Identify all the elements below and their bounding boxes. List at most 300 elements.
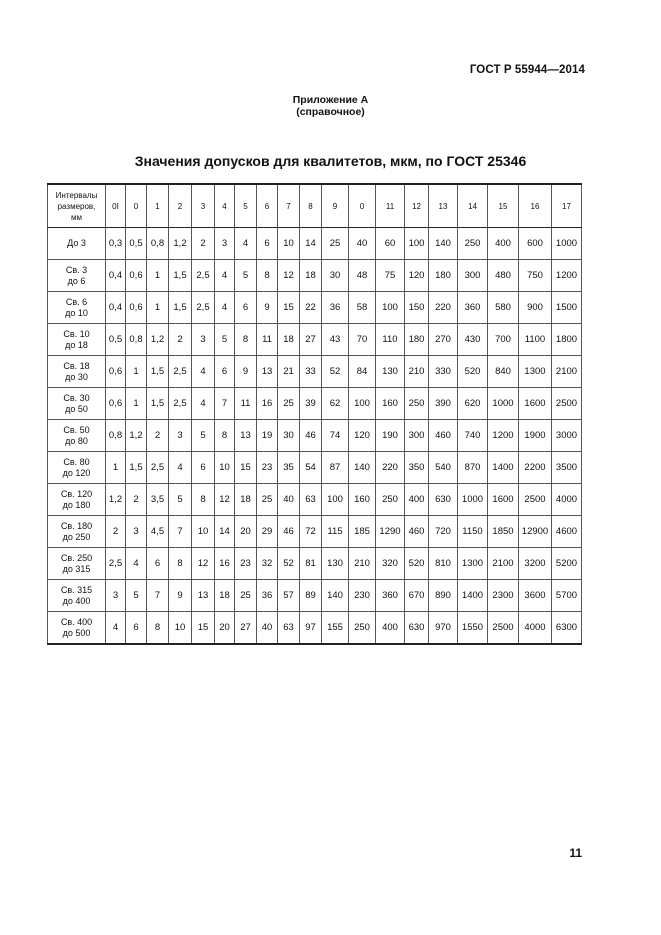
grade-column-header: 14: [458, 184, 488, 228]
tolerance-value-cell: 0,3: [106, 228, 126, 260]
tolerance-value-cell: 3: [106, 580, 126, 612]
tolerance-value-cell: 16: [215, 548, 235, 580]
tolerance-value-cell: 0,6: [126, 292, 147, 324]
interval-header-line: мм: [71, 212, 82, 222]
tolerance-value-cell: 8: [215, 420, 235, 452]
tolerance-value-cell: 840: [488, 356, 519, 388]
tolerance-value-cell: 460: [429, 420, 458, 452]
tolerance-value-cell: 250: [376, 484, 405, 516]
tolerance-value-cell: 63: [300, 484, 322, 516]
tolerance-value-cell: 180: [405, 324, 429, 356]
tolerance-value-cell: 39: [300, 388, 322, 420]
tolerance-value-cell: 22: [300, 292, 322, 324]
tolerance-value-cell: 1290: [376, 516, 405, 548]
tolerance-value-cell: 3: [169, 420, 192, 452]
size-interval-line: до 250: [62, 531, 91, 542]
tolerance-value-cell: 480: [488, 260, 519, 292]
size-interval-cell: [48, 580, 106, 612]
tolerance-value-cell: 81: [300, 548, 322, 580]
size-interval-line: до 6: [67, 275, 86, 286]
tolerance-value-cell: 0,4: [106, 260, 126, 292]
tolerance-value-cell: 400: [376, 612, 405, 645]
tolerance-value-cell: 460: [405, 516, 429, 548]
tolerance-value-cell: 60: [376, 228, 405, 260]
tolerance-value-cell: 7: [169, 516, 192, 548]
tolerance-value-cell: 1,2: [147, 324, 169, 356]
tolerance-value-cell: 5200: [552, 548, 582, 580]
tolerance-value-cell: 46: [278, 516, 300, 548]
table-title: Значения допусков для квалитетов, мкм, по ГОСТ 25346: [134, 153, 527, 169]
tolerance-value-cell: 5: [215, 324, 235, 356]
tolerance-value-cell: 14: [300, 228, 322, 260]
grade-column-header: 5: [235, 184, 257, 228]
tolerance-value-cell: 190: [376, 420, 405, 452]
size-interval-line: до 180: [62, 499, 91, 510]
tolerance-value-cell: 7: [147, 580, 169, 612]
tolerance-value-cell: 40: [257, 612, 278, 645]
tolerance-table: [47, 183, 582, 645]
tolerance-value-cell: 52: [322, 356, 349, 388]
grade-column-header: 13: [429, 184, 458, 228]
tolerance-value-cell: 2: [192, 228, 215, 260]
tolerance-value-cell: 140: [349, 452, 376, 484]
size-interval-line: Св. 18: [63, 360, 90, 371]
tolerance-value-cell: 6: [235, 292, 257, 324]
tolerance-value-cell: 0,8: [126, 324, 147, 356]
size-interval-cell: [48, 516, 106, 548]
tolerance-value-cell: 2500: [488, 612, 519, 645]
tolerance-value-cell: 520: [458, 356, 488, 388]
tolerance-value-cell: 1150: [458, 516, 488, 548]
tolerance-value-cell: 5700: [552, 580, 582, 612]
tolerance-value-cell: 1: [126, 388, 147, 420]
tolerance-value-cell: 74: [322, 420, 349, 452]
tolerance-value-cell: 100: [405, 228, 429, 260]
tolerance-value-cell: 4,5: [147, 516, 169, 548]
size-interval-line: Св. 250: [60, 552, 93, 563]
tolerance-value-cell: 320: [376, 548, 405, 580]
tolerance-value-cell: 3200: [519, 548, 552, 580]
tolerance-value-cell: 40: [278, 484, 300, 516]
tolerance-value-cell: 810: [429, 548, 458, 580]
tolerance-value-cell: 36: [322, 292, 349, 324]
tolerance-value-cell: 2500: [519, 484, 552, 516]
grade-column-header: 16: [519, 184, 552, 228]
tolerance-value-cell: 10: [169, 612, 192, 645]
tolerance-value-cell: 3000: [552, 420, 582, 452]
tolerance-value-cell: 1200: [488, 420, 519, 452]
tolerance-value-cell: 360: [458, 292, 488, 324]
tolerance-value-cell: 210: [349, 548, 376, 580]
tolerance-value-cell: 130: [322, 548, 349, 580]
tolerance-value-cell: 250: [349, 612, 376, 645]
tolerance-value-cell: 1,2: [126, 420, 147, 452]
size-interval-line: до 400: [62, 595, 91, 606]
tolerance-value-cell: 62: [322, 388, 349, 420]
tolerance-value-cell: 48: [349, 260, 376, 292]
tolerance-value-cell: 1: [147, 260, 169, 292]
tolerance-value-cell: 0,5: [106, 324, 126, 356]
tolerance-value-cell: 16: [257, 388, 278, 420]
tolerance-value-cell: 3: [215, 228, 235, 260]
tolerance-value-cell: 2: [106, 516, 126, 548]
tolerance-value-cell: 230: [349, 580, 376, 612]
tolerance-value-cell: 1550: [458, 612, 488, 645]
tolerance-value-cell: 2100: [488, 548, 519, 580]
tolerance-value-cell: 1400: [488, 452, 519, 484]
tolerance-value-cell: 5: [192, 420, 215, 452]
tolerance-value-cell: 130: [376, 356, 405, 388]
appendix-type: (справочное): [296, 106, 365, 118]
tolerance-value-cell: 10: [215, 452, 235, 484]
size-interval-cell: [48, 260, 106, 292]
tolerance-value-cell: 52: [278, 548, 300, 580]
grade-column-header: 11: [376, 184, 405, 228]
tolerance-value-cell: 1500: [552, 292, 582, 324]
grade-column-header: 12: [405, 184, 429, 228]
interval-header-line: размеров,: [57, 201, 96, 211]
tolerance-value-cell: 0,6: [106, 388, 126, 420]
grade-column-header: 8: [300, 184, 322, 228]
tolerance-value-cell: 6: [147, 548, 169, 580]
grade-column-header: 0: [126, 184, 147, 228]
tolerance-value-cell: 360: [376, 580, 405, 612]
size-interval-cell: [48, 548, 106, 580]
size-interval-cell: [48, 356, 106, 388]
tolerance-value-cell: 1000: [552, 228, 582, 260]
size-interval-line: Св. 3: [65, 264, 88, 275]
tolerance-value-cell: 1300: [458, 548, 488, 580]
size-interval-cell: [48, 228, 106, 260]
tolerance-value-cell: 4: [126, 548, 147, 580]
tolerance-value-cell: 1000: [488, 388, 519, 420]
tolerance-value-cell: 33: [300, 356, 322, 388]
tolerance-value-cell: 300: [458, 260, 488, 292]
tolerance-value-cell: 1,5: [169, 292, 192, 324]
tolerance-value-cell: 250: [458, 228, 488, 260]
tolerance-value-cell: 540: [429, 452, 458, 484]
grade-column-header: 0I: [106, 184, 126, 228]
tolerance-value-cell: 72: [300, 516, 322, 548]
tolerance-value-cell: 32: [257, 548, 278, 580]
tolerance-value-cell: 20: [215, 612, 235, 645]
size-interval-line: Св. 50: [63, 424, 90, 435]
tolerance-value-cell: 18: [278, 324, 300, 356]
size-interval-line: до 315: [62, 563, 91, 574]
size-interval-cell: [48, 420, 106, 452]
tolerance-value-cell: 1,5: [147, 356, 169, 388]
tolerance-value-cell: 75: [376, 260, 405, 292]
tolerance-value-cell: 40: [349, 228, 376, 260]
tolerance-value-cell: 2: [147, 420, 169, 452]
tolerance-value-cell: 140: [322, 580, 349, 612]
tolerance-value-cell: 4: [215, 260, 235, 292]
size-interval-line: Св. 315: [60, 584, 93, 595]
tolerance-value-cell: 0,8: [106, 420, 126, 452]
tolerance-value-cell: 700: [488, 324, 519, 356]
tolerance-value-cell: 740: [458, 420, 488, 452]
tolerance-value-cell: 0,5: [126, 228, 147, 260]
grade-column-header: 1: [147, 184, 169, 228]
tolerance-value-cell: 0,6: [106, 356, 126, 388]
tolerance-value-cell: 120: [405, 260, 429, 292]
tolerance-value-cell: 10: [278, 228, 300, 260]
tolerance-value-cell: 250: [405, 388, 429, 420]
tolerance-value-cell: 110: [376, 324, 405, 356]
size-interval-cell: [48, 484, 106, 516]
tolerance-value-cell: 9: [257, 292, 278, 324]
tolerance-value-cell: 25: [278, 388, 300, 420]
tolerance-value-cell: 180: [429, 260, 458, 292]
table-row: [48, 228, 582, 260]
tolerance-value-cell: 330: [429, 356, 458, 388]
tolerance-value-cell: 97: [300, 612, 322, 645]
tolerance-value-cell: 1,2: [106, 484, 126, 516]
appendix-label: Приложение А: [292, 94, 369, 106]
tolerance-value-cell: 3: [126, 516, 147, 548]
tolerance-value-cell: 43: [322, 324, 349, 356]
tolerance-value-cell: 8: [169, 548, 192, 580]
tolerance-value-cell: 4000: [519, 612, 552, 645]
tolerance-value-cell: 120: [349, 420, 376, 452]
tolerance-value-cell: 13: [235, 420, 257, 452]
tolerance-value-cell: 6300: [552, 612, 582, 645]
tolerance-value-cell: 13: [192, 580, 215, 612]
tolerance-value-cell: 8: [147, 612, 169, 645]
tolerance-value-cell: 2,5: [106, 548, 126, 580]
tolerance-value-cell: 25: [235, 580, 257, 612]
tolerance-value-cell: 1850: [488, 516, 519, 548]
tolerance-value-cell: 2,5: [169, 356, 192, 388]
tolerance-value-cell: 18: [300, 260, 322, 292]
tolerance-value-cell: 140: [429, 228, 458, 260]
tolerance-value-cell: 30: [322, 260, 349, 292]
tolerance-value-cell: 4: [192, 356, 215, 388]
tolerance-value-cell: 1,2: [169, 228, 192, 260]
tolerance-value-cell: 2,5: [147, 452, 169, 484]
tolerance-value-cell: 1200: [552, 260, 582, 292]
tolerance-value-cell: 8: [235, 324, 257, 356]
tolerance-value-cell: 3600: [519, 580, 552, 612]
tolerance-value-cell: 15: [278, 292, 300, 324]
tolerance-value-cell: 2300: [488, 580, 519, 612]
tolerance-value-cell: 1900: [519, 420, 552, 452]
size-interval-line: Св. 400: [60, 616, 93, 627]
tolerance-value-cell: 2,5: [192, 260, 215, 292]
tolerance-value-cell: 63: [278, 612, 300, 645]
tolerance-value-cell: 9: [235, 356, 257, 388]
size-interval-line: Св. 180: [60, 520, 93, 531]
tolerance-value-cell: 23: [257, 452, 278, 484]
tolerance-value-cell: 6: [126, 612, 147, 645]
tolerance-value-cell: 21: [278, 356, 300, 388]
table-row: [48, 516, 582, 548]
tolerance-value-cell: 4: [169, 452, 192, 484]
tolerance-value-cell: 84: [349, 356, 376, 388]
tolerance-value-cell: 870: [458, 452, 488, 484]
tolerance-value-cell: 54: [300, 452, 322, 484]
tolerance-value-cell: 160: [349, 484, 376, 516]
tolerance-value-cell: 3: [192, 324, 215, 356]
tolerance-value-cell: 150: [405, 292, 429, 324]
tolerance-value-cell: 580: [488, 292, 519, 324]
tolerance-value-cell: 1600: [488, 484, 519, 516]
tolerance-value-cell: 30: [278, 420, 300, 452]
tolerance-value-cell: 160: [376, 388, 405, 420]
tolerance-value-cell: 13: [257, 356, 278, 388]
tolerance-value-cell: 210: [405, 356, 429, 388]
grade-column-header: 7: [278, 184, 300, 228]
grade-column-header: 2: [169, 184, 192, 228]
size-interval-line: Св. 6: [65, 296, 88, 307]
tolerance-value-cell: 3500: [552, 452, 582, 484]
tolerance-value-cell: 630: [405, 612, 429, 645]
tolerance-value-cell: 35: [278, 452, 300, 484]
size-interval-cell: [48, 388, 106, 420]
tolerance-value-cell: 1100: [519, 324, 552, 356]
tolerance-value-cell: 1000: [458, 484, 488, 516]
tolerance-value-cell: 520: [405, 548, 429, 580]
tolerance-value-cell: 155: [322, 612, 349, 645]
table-row: [48, 324, 582, 356]
tolerance-value-cell: 750: [519, 260, 552, 292]
tolerance-value-cell: 11: [235, 388, 257, 420]
size-interval-line: Св. 80: [63, 456, 90, 467]
grade-column-header: 17: [552, 184, 582, 228]
tolerance-value-cell: 1600: [519, 388, 552, 420]
tolerance-value-cell: 100: [322, 484, 349, 516]
tolerance-value-cell: 270: [429, 324, 458, 356]
tolerance-value-cell: 5: [126, 580, 147, 612]
tolerance-value-cell: 430: [458, 324, 488, 356]
grade-column-header: 15: [488, 184, 519, 228]
table-row: [48, 388, 582, 420]
tolerance-value-cell: 4000: [552, 484, 582, 516]
tolerance-value-cell: 6: [215, 356, 235, 388]
table-row: [48, 452, 582, 484]
size-interval-line: до 30: [65, 371, 88, 382]
tolerance-value-cell: 4600: [552, 516, 582, 548]
tolerance-value-cell: 36: [257, 580, 278, 612]
tolerance-value-cell: 400: [488, 228, 519, 260]
tolerance-value-cell: 670: [405, 580, 429, 612]
tolerance-value-cell: 2,5: [192, 292, 215, 324]
tolerance-value-cell: 87: [322, 452, 349, 484]
tolerance-value-cell: 8: [192, 484, 215, 516]
tolerance-value-cell: 2100: [552, 356, 582, 388]
tolerance-value-cell: 900: [519, 292, 552, 324]
tolerance-value-cell: 12: [215, 484, 235, 516]
size-interval-line: До 3: [67, 238, 86, 248]
size-interval-line: Св. 120: [60, 488, 93, 499]
table-row: [48, 580, 582, 612]
tolerance-value-cell: 20: [235, 516, 257, 548]
tolerance-value-cell: 14: [215, 516, 235, 548]
tolerance-value-cell: 4: [106, 612, 126, 645]
tolerance-value-cell: 400: [405, 484, 429, 516]
tolerance-value-cell: 0,8: [147, 228, 169, 260]
tolerance-value-cell: 1: [147, 292, 169, 324]
table-row: [48, 356, 582, 388]
table-row: [48, 484, 582, 516]
tolerance-value-cell: 350: [405, 452, 429, 484]
tolerance-value-cell: 8: [257, 260, 278, 292]
tolerance-value-cell: 1: [106, 452, 126, 484]
tolerance-value-cell: 115: [322, 516, 349, 548]
tolerance-value-cell: 11: [257, 324, 278, 356]
document-code: ГОСТ Р 55944—2014: [469, 64, 585, 76]
size-interval-line: до 50: [65, 403, 88, 414]
tolerance-value-cell: 1: [126, 356, 147, 388]
tolerance-value-cell: 27: [300, 324, 322, 356]
tolerance-value-cell: 2500: [552, 388, 582, 420]
size-interval-line: до 80: [65, 435, 88, 446]
grade-column-header: 3: [192, 184, 215, 228]
table-row: [48, 292, 582, 324]
tolerance-value-cell: 57: [278, 580, 300, 612]
tolerance-value-cell: 220: [376, 452, 405, 484]
tolerance-value-cell: 0,6: [126, 260, 147, 292]
tolerance-value-cell: 4: [192, 388, 215, 420]
tolerance-value-cell: 58: [349, 292, 376, 324]
size-interval-line: до 120: [62, 467, 91, 478]
size-interval-cell: [48, 452, 106, 484]
tolerance-value-cell: 12: [192, 548, 215, 580]
grade-column-header: 4: [215, 184, 235, 228]
table-row: [48, 420, 582, 452]
tolerance-value-cell: 89: [300, 580, 322, 612]
tolerance-value-cell: 46: [300, 420, 322, 452]
tolerance-value-cell: 1800: [552, 324, 582, 356]
tolerance-value-cell: 600: [519, 228, 552, 260]
tolerance-value-cell: 185: [349, 516, 376, 548]
tolerance-value-cell: 12: [278, 260, 300, 292]
size-interval-line: до 10: [65, 307, 88, 318]
size-interval-cell: [48, 612, 106, 645]
tolerance-value-cell: 15: [192, 612, 215, 645]
tolerance-value-cell: 15: [235, 452, 257, 484]
tolerance-value-cell: 6: [192, 452, 215, 484]
tolerance-value-cell: 1300: [519, 356, 552, 388]
size-interval-cell: [48, 292, 106, 324]
tolerance-value-cell: 2: [169, 324, 192, 356]
table-row: [48, 612, 582, 645]
tolerance-value-cell: 18: [235, 484, 257, 516]
tolerance-value-cell: 100: [349, 388, 376, 420]
tolerance-value-cell: 18: [215, 580, 235, 612]
page-number: 11: [569, 846, 582, 860]
size-interval-line: Св. 10: [63, 328, 90, 339]
tolerance-value-cell: 27: [235, 612, 257, 645]
tolerance-value-cell: 3,5: [147, 484, 169, 516]
tolerance-value-cell: 620: [458, 388, 488, 420]
tolerance-value-cell: 4: [235, 228, 257, 260]
size-interval-cell: [48, 324, 106, 356]
tolerance-value-cell: 2200: [519, 452, 552, 484]
tolerance-value-cell: 300: [405, 420, 429, 452]
tolerance-value-cell: 70: [349, 324, 376, 356]
grade-column-header: 6: [257, 184, 278, 228]
tolerance-value-cell: 19: [257, 420, 278, 452]
tolerance-value-cell: 970: [429, 612, 458, 645]
tolerance-value-cell: 1,5: [126, 452, 147, 484]
tolerance-value-cell: 1,5: [169, 260, 192, 292]
tolerance-value-cell: 1,5: [147, 388, 169, 420]
tolerance-value-cell: 720: [429, 516, 458, 548]
tolerance-value-cell: 23: [235, 548, 257, 580]
tolerance-value-cell: 390: [429, 388, 458, 420]
tolerance-value-cell: 9: [169, 580, 192, 612]
